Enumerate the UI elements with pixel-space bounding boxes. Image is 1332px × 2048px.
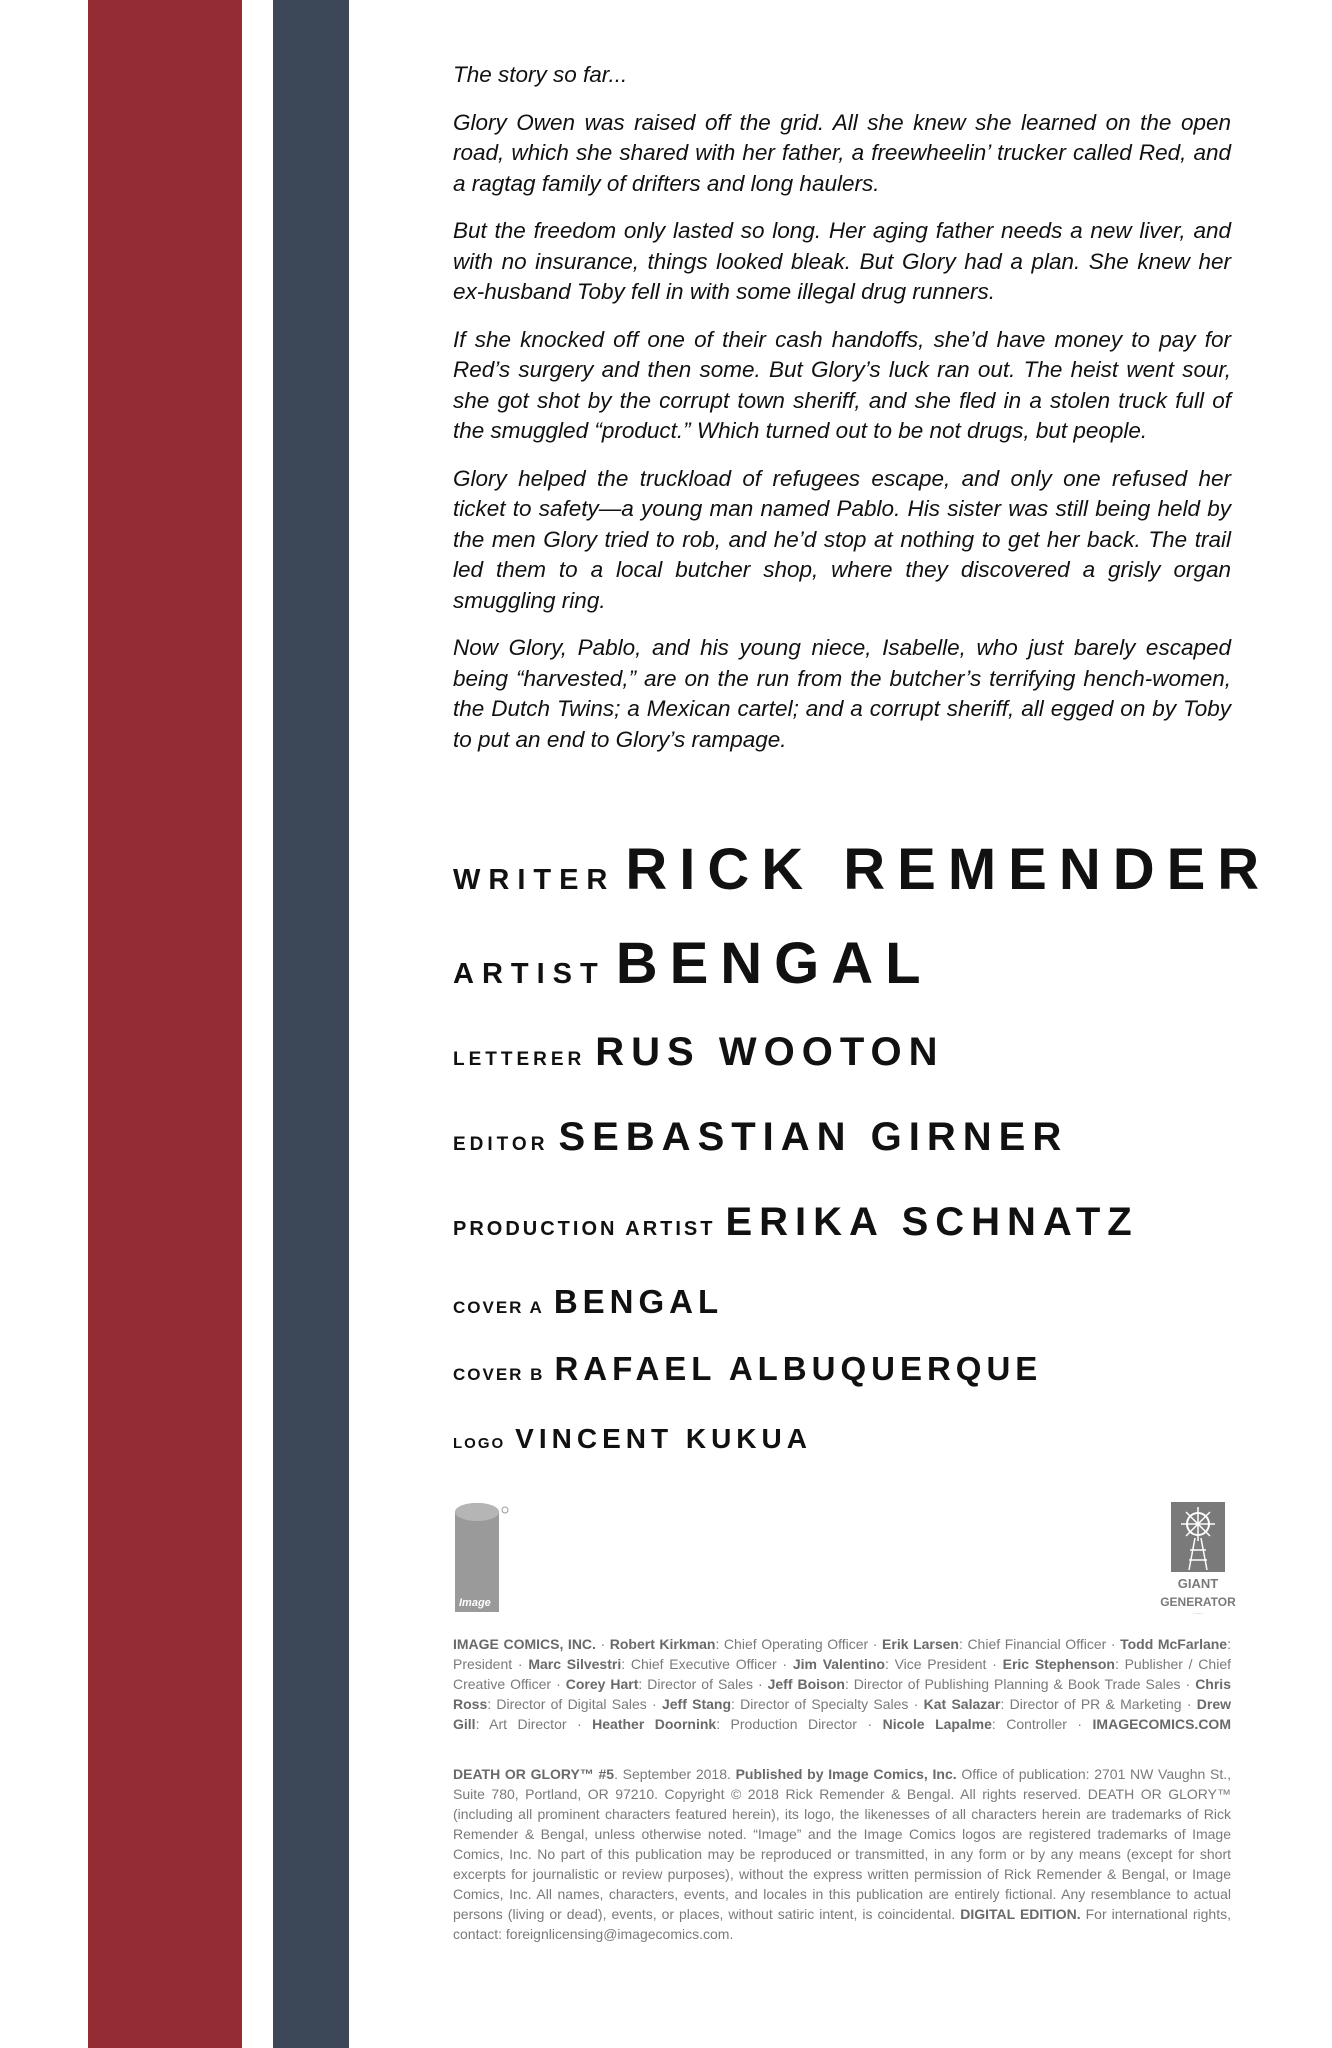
credit-role: EDITOR: [453, 1134, 549, 1155]
credit-writer: [453, 836, 1271, 903]
staff-name: Jeff Boison: [767, 1676, 845, 1692]
story-summary: [453, 60, 1231, 772]
staff-title: : Art Director: [475, 1716, 567, 1732]
credit-editor: [453, 1115, 1068, 1160]
staff-name: Todd McFarlane: [1120, 1636, 1228, 1652]
credit-name: VINCENT KUKUA: [515, 1423, 812, 1454]
staff-title: : Vice President: [884, 1656, 987, 1672]
staff-title: : Director of PR & Marketing: [1000, 1696, 1182, 1712]
staff-name: Kat Salazar: [923, 1696, 1001, 1712]
staff-title: : Director of Sales: [638, 1676, 753, 1692]
legal-edition: DIGITAL EDITION.: [960, 1906, 1081, 1922]
staff-title: : Director of Specialty Sales: [731, 1696, 909, 1712]
story-paragraph: If she knocked off one of their cash handoffs, she’d have money to pay for Red’s surgery and then some. But Glory’s luck ran out. The heist went sour, she got shot by the corrupt town sheriff, and she fled in a stolen truck full of the smuggled “product.” Which turned out to be not drugs, but people.: [453, 326, 1231, 443]
credit-role: ARTIST: [453, 958, 606, 990]
credit-cover-b: [453, 1350, 1042, 1388]
legal-body: Office of publication: 2701 NW Vaughn St., Suite 780, Portland, OR 97210. Copyright © 2018 Rick Remender & Bengal. All rights reserved. DEATH OR GLORY™ (including all prominent characters featured herein), its logo, the likenesses of all characters herein are trademarks of Rick Remender & Bengal, unless otherwise noted. “Image” and the Image Comics logos are registered trademarks of Image Comics, Inc. No part of this publication may be reproduced or transmitted, in any form or by any means (except for short excerpts for journalistic or review purposes), without the express written permission of Rick Remender & Bengal, or Image Comics, Inc. All names, characters, events, and locales in this publication are entirely fictional. Any resemblance to actual persons (living or dead), events, or places, without satiric intent, is coincidental.: [453, 1766, 1231, 1922]
legal-indicia: [453, 1764, 1231, 1944]
credit-name: SEBASTIAN GIRNER: [558, 1115, 1069, 1159]
image-logo-label: Image: [459, 1597, 491, 1609]
credit-artist: [453, 930, 933, 997]
staff-name: Robert Kirkman: [609, 1636, 716, 1652]
svg-text:GIANT: GIANT: [1177, 1576, 1219, 1591]
legal-date: . September 2018.: [614, 1766, 736, 1782]
credit-role: COVER A: [453, 1298, 544, 1317]
legal-title: DEATH OR GLORY™ #5: [453, 1766, 615, 1782]
story-paragraph: But the freedom only lasted so long. Her aging father needs a new liver, and with no insurance, things looked bleak. But Glory had a plan. She knew her ex-husband Toby fell in with some illegal drug runners.: [453, 218, 1231, 304]
staff-listing: IMAGE COMICS, INC. · Robert Kirkman: Chief Operating Officer · Erik Larsen: Chief Financial Officer · Todd McFarlane: President · Marc Silvestri: Chief Executive Officer · Jim Valentino: Vice President · Eric Stephenson: Publisher / Chief Creative Officer · Corey Hart: Director of Sales · Jeff Boison: Director of Publishing Planning & Book Trade Sales · Chris Ross: Director of Digital Sales · Jeff Stang: Director of Specialty Sales · Kat Salazar: Director of PR & Marketing · Drew Gill: Art Director · Heather Doornink: Production Director · Nicole Lapalme: Controller · IMAGECOMICS.COM: [453, 1636, 1232, 1732]
credit-name: RUS WOOTON: [595, 1030, 945, 1074]
credit-name: BENGAL: [553, 1283, 724, 1320]
legal-publisher: Published by Image Comics, Inc.: [735, 1766, 957, 1782]
story-paragraph: Glory helped the truckload of refugees escape, and only one refused her ticket to safety—a young man named Pablo. His sister was still being held by the men Glory tried to rob, and he’d stop at nothing to get her back. The trail led them to a local butcher shop, where they discovered a grisly organ smuggling ring.: [453, 465, 1231, 613]
staff-title: : President: [453, 1636, 1231, 1672]
credit-name: RAFAEL ALBUQUERQUE: [554, 1350, 1043, 1387]
giant-generator-logo: [1160, 1502, 1236, 1616]
staff-name: Corey Hart: [565, 1676, 639, 1692]
staff-title: : Chief Operating Officer: [715, 1636, 869, 1652]
credit-letterer: [453, 1030, 945, 1075]
navy-stripe: [273, 0, 349, 2048]
staff-name: Heather Doornink: [592, 1716, 717, 1732]
credit-role: LOGO: [453, 1435, 506, 1452]
story-intro: The story so far...: [453, 62, 628, 87]
staff-name: Chris Ross: [453, 1676, 1231, 1712]
credit-name: RICK REMENDER: [625, 837, 1272, 902]
story-paragraph: Glory Owen was raised off the grid. All she knew she learned on the open road, which she shared with her father, a freewheelin’ trucker called Red, and a ragtag family of drifters and long haulers.: [453, 109, 1231, 196]
credit-role: LETTERER: [453, 1049, 586, 1070]
credit-production-artist: [453, 1200, 1139, 1245]
credit-role: PRODUCTION ARTIST: [453, 1218, 716, 1240]
credit-cover-a: [453, 1283, 723, 1321]
giant-logo-label: GIANT GENERATOR: [1193, 1614, 1203, 1615]
staff-title: : Publisher / Chief Creative Officer: [453, 1656, 1231, 1692]
staff-title: : Production Director: [716, 1716, 857, 1732]
staff-name: Drew Gill: [453, 1696, 1232, 1732]
staff-title: : Director of Publishing Planning & Book Trade Sales: [844, 1676, 1181, 1692]
story-paragraph: Now Glory, Pablo, and his young niece, Isabelle, who just barely escaped being “harvested,” are on the run from the butcher’s terrifying hench-women, the Dutch Twins; a Mexican cartel; and a corrupt sheriff, all egged on by Toby to put an end to Glory’s rampage.: [453, 635, 1231, 752]
staff-title: : Controller: [991, 1716, 1067, 1732]
staff-title: : Chief Financial Officer: [958, 1636, 1107, 1652]
credit-name: BENGAL: [615, 931, 933, 996]
staff-name: Jim Valentino: [792, 1656, 885, 1672]
staff-name: Erik Larsen: [882, 1636, 959, 1652]
staff-company: IMAGE COMICS, INC.: [453, 1636, 596, 1652]
staff-title: : Director of Digital Sales: [487, 1696, 647, 1712]
staff-title: : Chief Executive Officer: [621, 1656, 777, 1672]
red-stripe: [88, 0, 242, 2048]
credit-role: COVER B: [453, 1365, 545, 1384]
legal-contact: For international rights, contact: foreignlicensing@imagecomics.com.: [453, 1906, 1231, 1942]
image-comics-logo: [453, 1502, 509, 1614]
staff-name: Marc Silvestri: [528, 1656, 622, 1672]
credit-name: ERIKA SCHNATZ: [725, 1200, 1139, 1244]
staff-name: Eric Stephenson: [1002, 1656, 1115, 1672]
credit-logo: [453, 1423, 812, 1455]
staff-name: Jeff Stang: [661, 1696, 731, 1712]
staff-name: Nicole Lapalme: [882, 1716, 992, 1732]
credit-role: WRITER: [453, 864, 616, 896]
svg-text:GENERATOR: GENERATOR: [1160, 1595, 1236, 1609]
staff-website: IMAGECOMICS.COM: [1092, 1716, 1231, 1732]
